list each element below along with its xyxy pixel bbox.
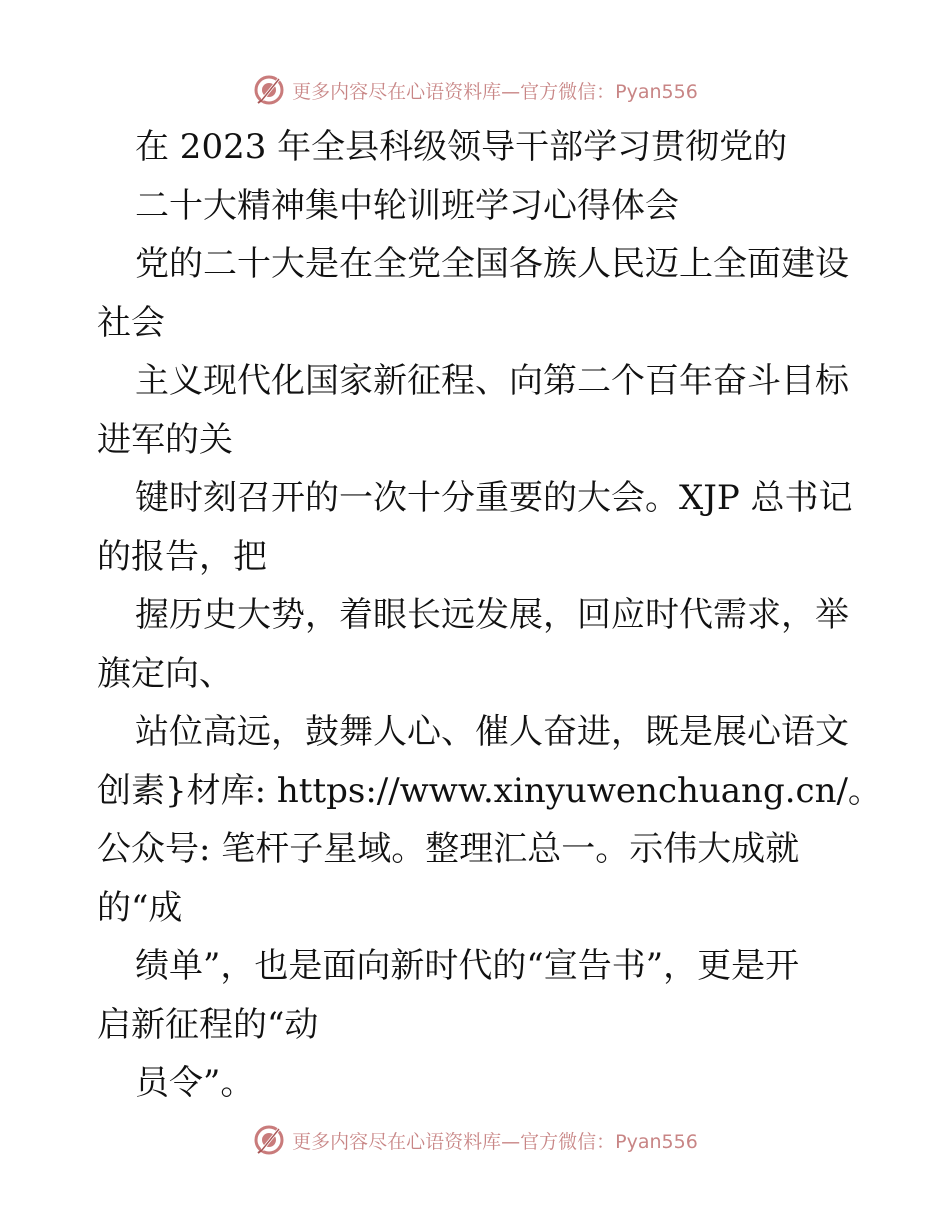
text-line: 键时刻召开的一次十分重要的大会。XJP 总书记 [135, 478, 853, 518]
text-line: 握历史大势，着眼长远发展，回应时代需求，举 [135, 595, 849, 635]
header-watermark-banner [0, 70, 950, 110]
text-line: 党的二十大是在全党全国各族人民迈上全面建设 [135, 244, 849, 284]
pen-logo-icon [252, 73, 286, 107]
text-line: 员令”。 [135, 1063, 255, 1103]
text-line: 站位高远，鼓舞人心、催人奋进，既是展心语文 [135, 712, 849, 752]
header-banner-text: 更多内容尽在心语资料库—官方微信：Pyan556 [292, 80, 698, 103]
text-line: 社会 [97, 302, 165, 343]
text-line: 主义现代化国家新征程、向第二个百年奋斗目标 [135, 361, 849, 401]
footer-banner-text: 更多内容尽在心语资料库—官方微信：Pyan556 [292, 1130, 698, 1153]
title-line-2: 二十大精神集中轮训班学习心得体会 [135, 185, 679, 226]
document-body [97, 118, 882, 1113]
text-line: 的报告，把 [97, 536, 267, 577]
footer-watermark-banner [0, 1120, 950, 1160]
text-line: 启新征程的“动 [97, 1004, 319, 1045]
text-line: 公众号: 笔杆子星域。整理汇总一。示伟大成就 [97, 829, 800, 869]
text-line: 的“成 [97, 887, 183, 928]
text-line: 创素}材库: https://www.xinyuwenchuang.cn/。 [97, 770, 882, 811]
text-line: 旗定向、 [97, 653, 233, 694]
text-line: 绩单”，也是面向新时代的“宣告书”，更是开 [135, 946, 800, 986]
pen-logo-icon [252, 1123, 286, 1157]
title-line-1: 在 2023 年全县科级领导干部学习贯彻党的 [135, 127, 788, 167]
text-line: 进军的关 [97, 419, 233, 460]
